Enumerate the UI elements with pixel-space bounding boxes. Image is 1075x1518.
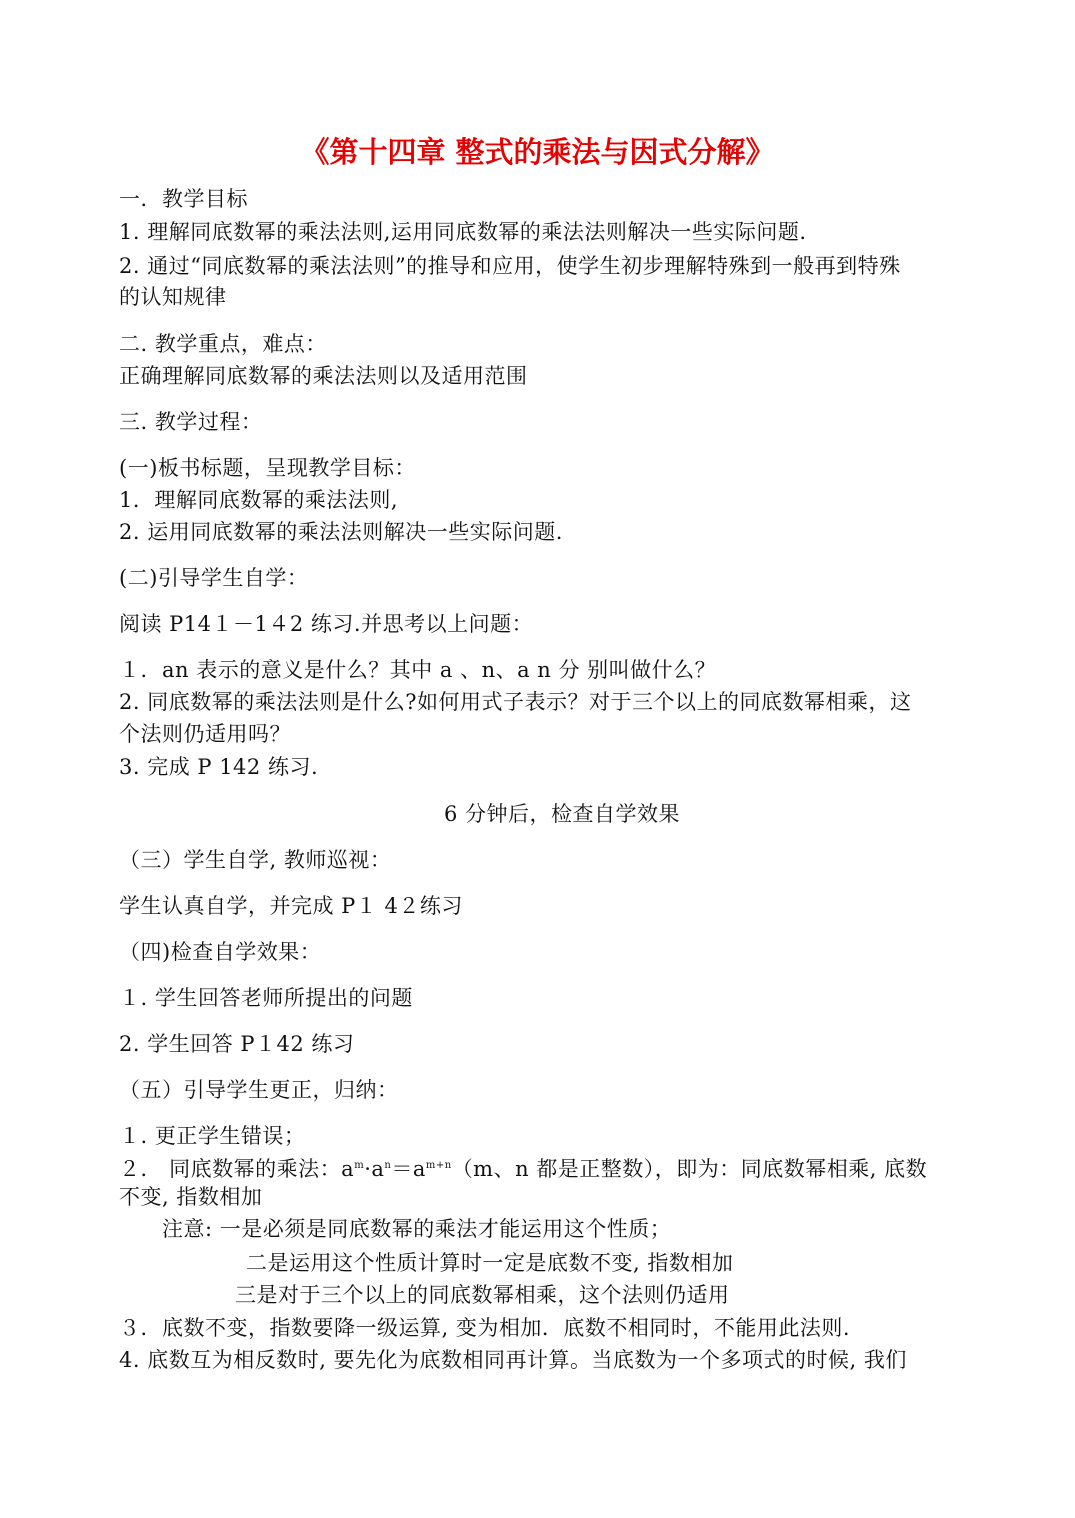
formula-suffix: （m、n 都是正整数），即为：同底数幂相乘, 底数 bbox=[451, 1157, 928, 1181]
step-5-item-3: ３．底数不变，指数要降一级运算, 变为相加．底数不相同时，不能用此法则. bbox=[119, 1316, 851, 1340]
section-heading-key-points: 二. 教学重点，难点： bbox=[119, 332, 327, 356]
note-1: 注意: 一是必须是同底数幂的乘法才能运用这个性质； bbox=[162, 1217, 672, 1241]
step-5-item-2-formula bbox=[119, 1151, 927, 1184]
step-4-item-1: １. 学生回答老师所提出的问题 bbox=[119, 986, 413, 1010]
note-3: 三是对于三个以上的同底数幂相乘，这个法则仍适用 bbox=[235, 1283, 730, 1307]
formula-exponent-m: m bbox=[354, 1160, 365, 1171]
step-1-item-1: 1．理解同底数幂的乘法法则, bbox=[119, 488, 399, 512]
step-5-item-1: １. 更正学生错误； bbox=[119, 1124, 306, 1148]
question-3: 3. 完成 P 142 练习. bbox=[119, 755, 319, 779]
formula-prefix: ２． 同底数幂的乘法：a bbox=[119, 1157, 355, 1181]
goal-item-2-continued: 的认知规律 bbox=[119, 285, 227, 309]
section-heading-process: 三. 教学过程： bbox=[119, 410, 263, 434]
formula-exponent-n: n bbox=[384, 1160, 392, 1171]
goal-item-1: 1. 理解同底数幂的乘法法则,运用同底数幂的乘法法则解决一些实际问题. bbox=[119, 220, 807, 244]
step-5-item-4: 4. 底数互为相反数时, 要先化为底数相同再计算。当底数为一个多项式的时候, 我们 bbox=[119, 1348, 907, 1372]
step-1-heading: (一)板书标题，呈现教学目标： bbox=[119, 456, 416, 480]
formula-mid-2: ＝a bbox=[391, 1157, 426, 1181]
step-3-heading: （三）学生自学, 教师巡视： bbox=[119, 848, 392, 872]
question-1: １．an 表示的意义是什么？其中 a 、n、a n 分 别叫做什么？ bbox=[119, 658, 717, 682]
goal-item-2: 2. 通过“同底数幂的乘法法则”的推导和应用，使学生初步理解特殊到一般再到特殊 bbox=[119, 254, 901, 278]
note-2: 二是运用这个性质计算时一定是底数不变, 指数相加 bbox=[246, 1251, 734, 1275]
formula-mid-1: ·a bbox=[364, 1157, 385, 1181]
step-1-item-2: 2. 运用同底数幂的乘法法则解决一些实际问题. bbox=[119, 520, 563, 544]
document-title: 《第十四章 整式的乘法与因式分解》 bbox=[300, 135, 775, 169]
key-points-text: 正确理解同底数幂的乘法法则以及适用范围 bbox=[119, 364, 528, 388]
time-note: 6 分钟后，检查自学效果 bbox=[443, 802, 681, 826]
question-2-continued: 个法则仍适用吗？ bbox=[119, 722, 291, 746]
reading-assignment: 阅读 P14１－1４2 练习.并思考以上问题： bbox=[119, 612, 534, 636]
question-2: 2. 同底数幂的乘法法则是什么?如何用式子表示？对于三个以上的同底数幂相乘，这 bbox=[119, 690, 912, 714]
formula-exponent-m-plus-n: m+n bbox=[425, 1160, 452, 1171]
step-5-heading: （五）引导学生更正，归纳： bbox=[119, 1078, 399, 1102]
step-2-heading: (二)引导学生自学： bbox=[119, 566, 309, 590]
step-3-text: 学生认真自学，并完成 P１ 4２练习 bbox=[119, 894, 463, 918]
step-5-item-2-continued: 不变, 指数相加 bbox=[119, 1185, 263, 1209]
step-4-item-2: 2. 学生回答 P１42 练习 bbox=[119, 1032, 355, 1056]
section-heading-goals: 一．教学目标 bbox=[119, 187, 248, 211]
step-4-heading: （四)检查自学效果： bbox=[119, 940, 322, 964]
